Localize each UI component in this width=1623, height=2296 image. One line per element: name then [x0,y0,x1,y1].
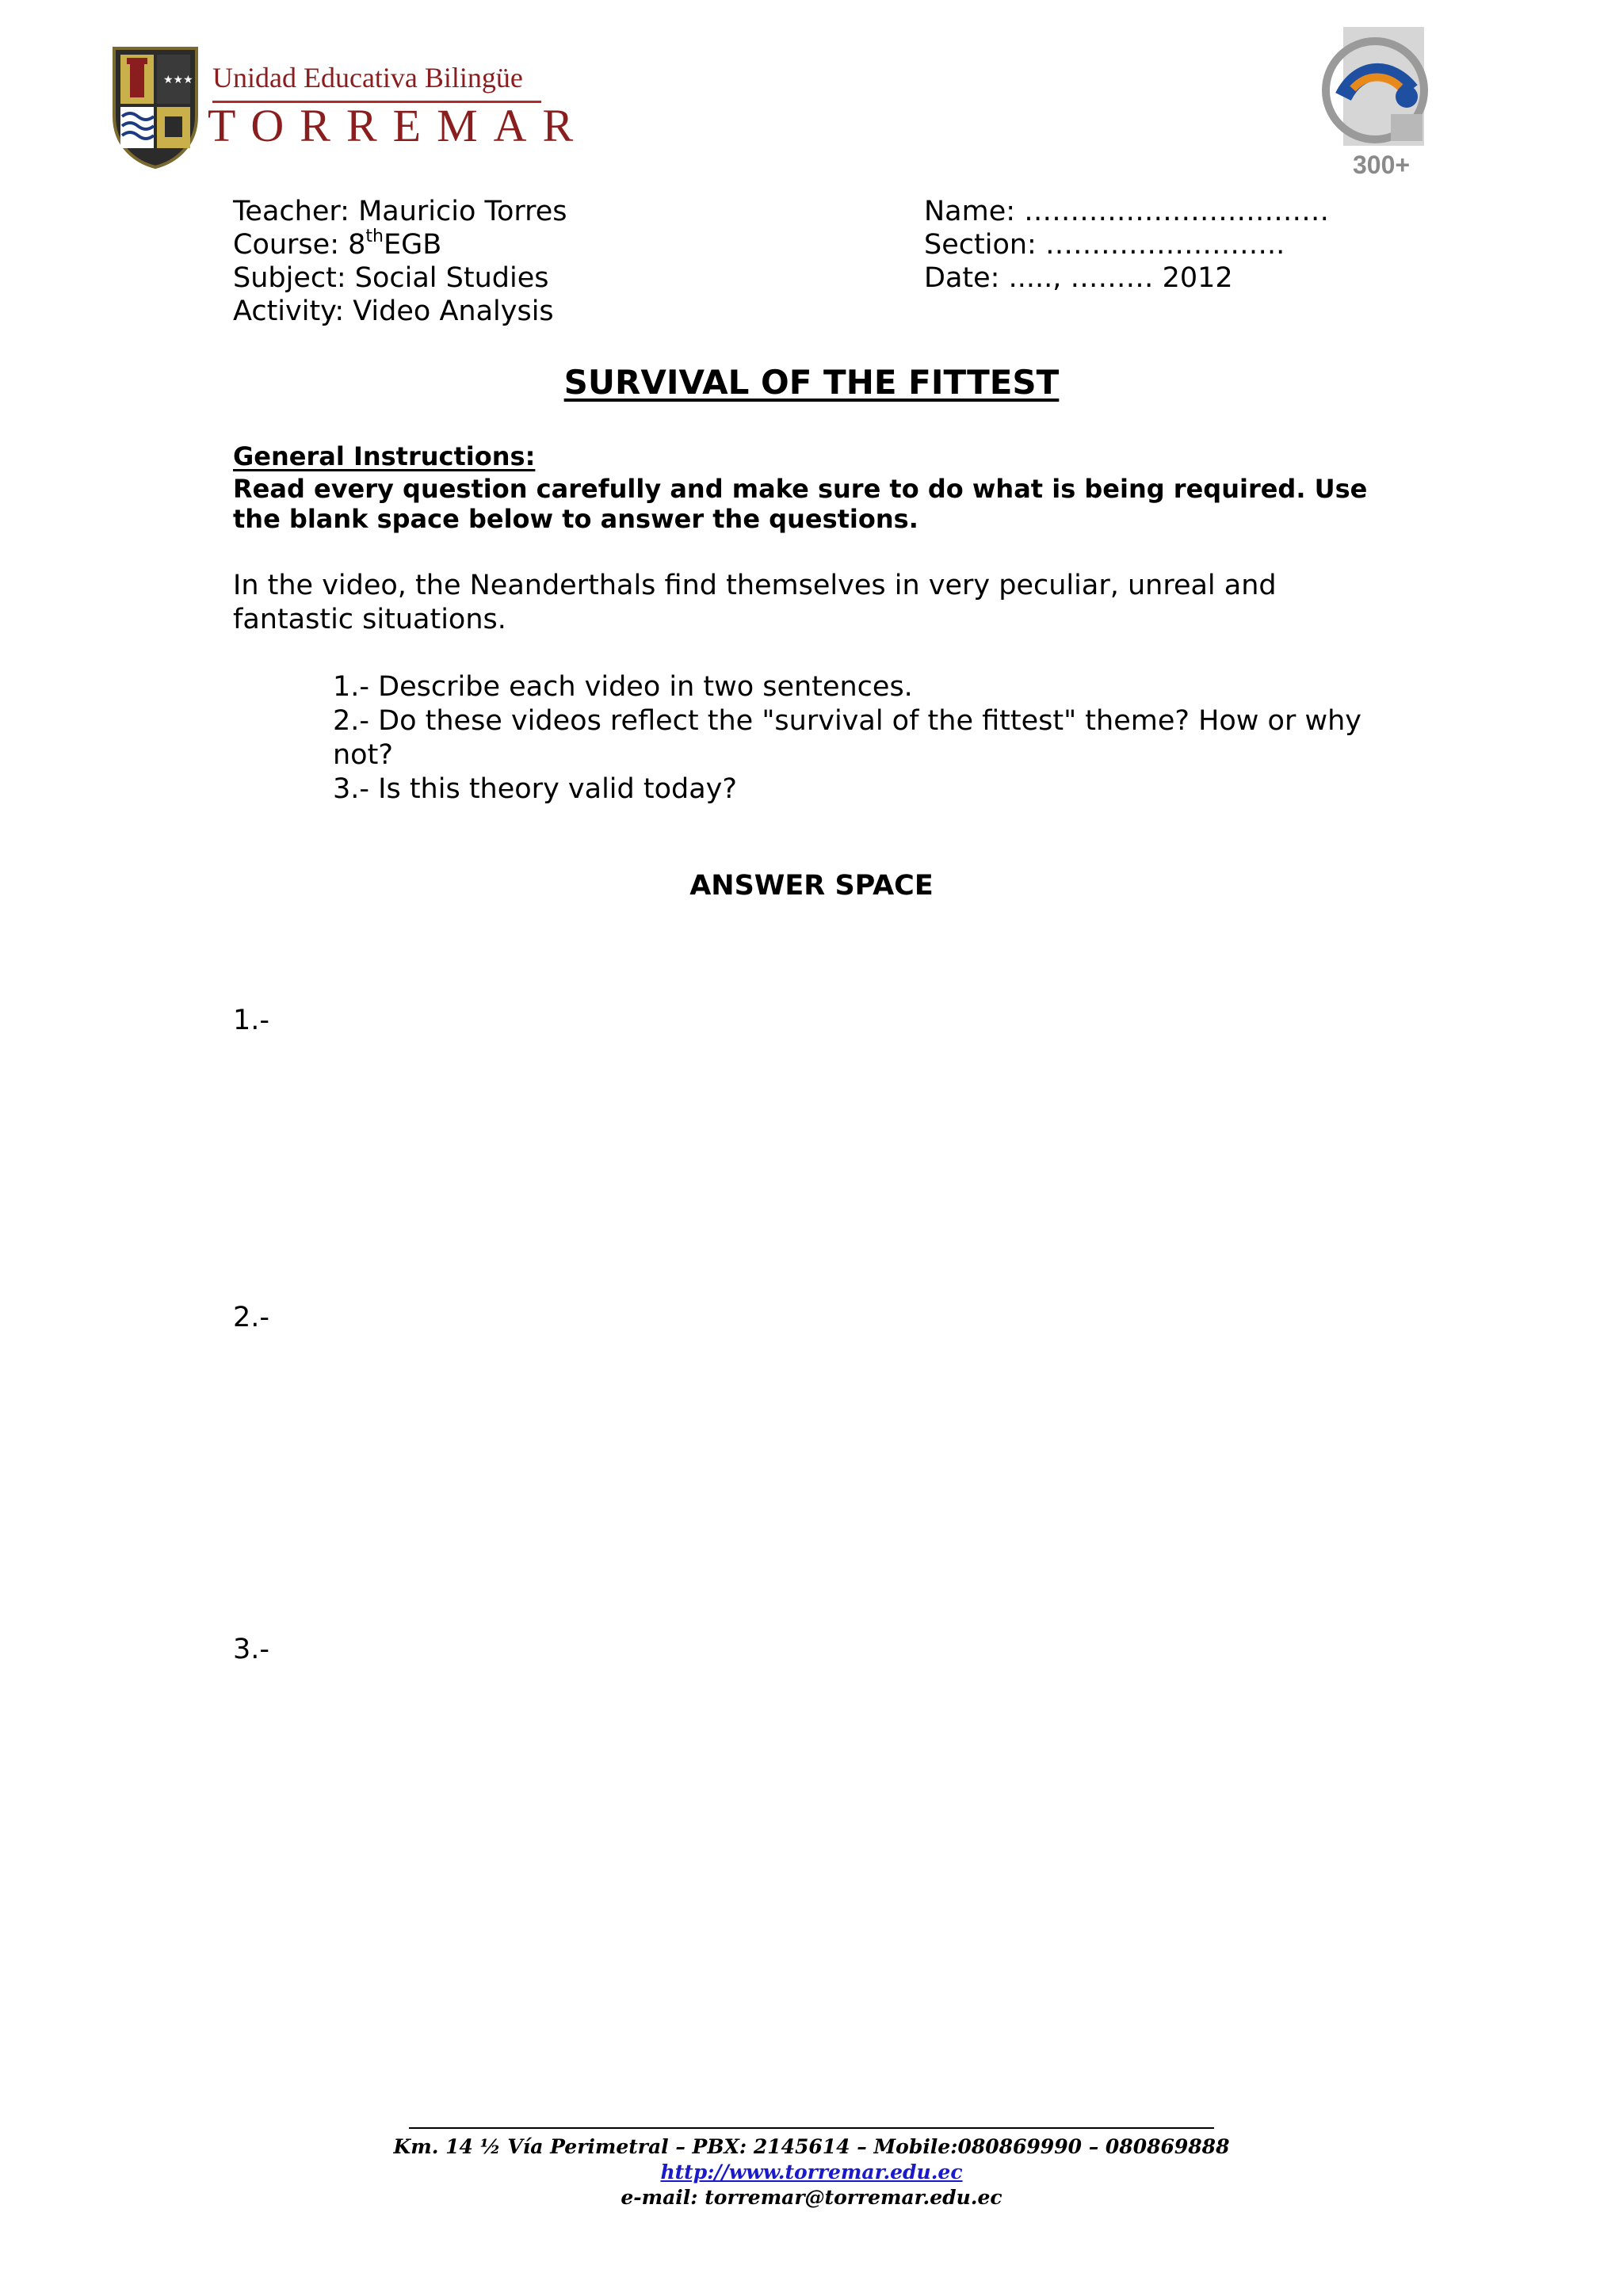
answer-space-title: ANSWER SPACE [689,870,934,902]
course-line [233,228,441,261]
section-field: Section: …………………….. [924,229,1285,261]
question-3: 3.- Is this theory valid today? [333,773,737,805]
certification-seal-icon [1312,25,1442,152]
date-field: Date: ....., ……… 2012 [924,262,1233,294]
question-1: 1.- Describe each video in two sentences. [333,671,913,703]
name-field: Name: …………………………… [924,196,1330,227]
certification-seal [1312,25,1442,184]
question-2: 2.- Do these videos reflect the "survival of the fittest" theme? How or why not? [333,705,1362,771]
footer-address: Km. 14 ½ Vía Perimetral – PBX: 2145614 – Mobile:080869990 – 080869888 [393,2135,1230,2158]
subject-line: Subject: Social Studies [233,262,549,294]
course-prefix: Course: 8 [233,229,366,261]
footer-website-line [0,2161,1623,2183]
footer-website-link[interactable]: http://www.torremar.edu.ec [660,2161,963,2183]
answer-label-2: 2.- [233,1302,270,1333]
seal-number: 300+ [1353,151,1411,179]
svg-text:★★★: ★★★ [163,74,193,86]
logo-line-2: TORREMAR [208,100,590,151]
question-list [333,670,1395,807]
footer-email: e-mail: torremar@torremar.edu.ec [621,2186,1002,2209]
instructions-body: Read every question carefully and make sure to do what is being required. Use the blank space below to answer the questions. [233,474,1368,534]
page-title: SURVIVAL OF THE FITTEST [563,363,1060,402]
answer-label-1: 1.- [233,1005,270,1036]
answer-label-3: 3.- [233,1634,270,1665]
course-superscript: th [365,227,384,246]
intro-paragraph: In the video, the Neanderthals find themselves in very peculiar, unreal and fantastic situations. [233,570,1277,635]
instructions-heading: General Instructions: [233,441,536,471]
school-logo [111,44,590,170]
footer-rule [409,2127,1214,2129]
teacher-line: Teacher: Mauricio Torres [233,196,567,227]
school-crest-icon [111,44,200,170]
logo-line-1: Unidad Educativa Bilingüe [212,62,523,93]
activity-line: Activity: Video Analysis [233,296,554,327]
course-suffix: EGB [383,229,442,261]
